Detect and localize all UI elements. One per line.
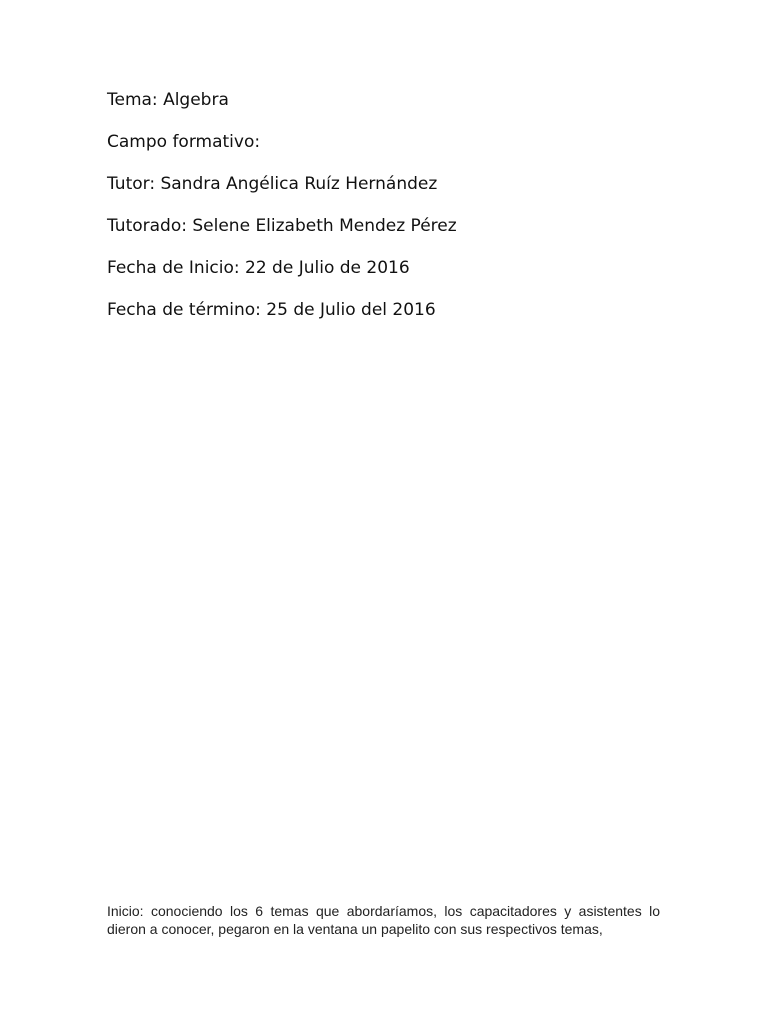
campo-formativo-line: Campo formativo: (107, 132, 261, 152)
fecha-inicio-line: Fecha de Inicio: 22 de Julio de 2016 (107, 258, 410, 278)
tutorado-line: Tutorado: Selene Elizabeth Mendez Pérez (107, 216, 457, 236)
body-paragraph: Inicio: conociendo los 6 temas que abordaríamos, los capacitadores y asistentes lo dieron a conocer, pegaron en la ventana un papelito con sus respectivos temas, (107, 903, 660, 937)
fecha-termino-line: Fecha de término: 25 de Julio del 2016 (107, 300, 436, 320)
tema-line: Tema: Algebra (107, 90, 229, 110)
document-header (107, 90, 707, 342)
tutor-line: Tutor: Sandra Angélica Ruíz Hernández (107, 174, 438, 194)
